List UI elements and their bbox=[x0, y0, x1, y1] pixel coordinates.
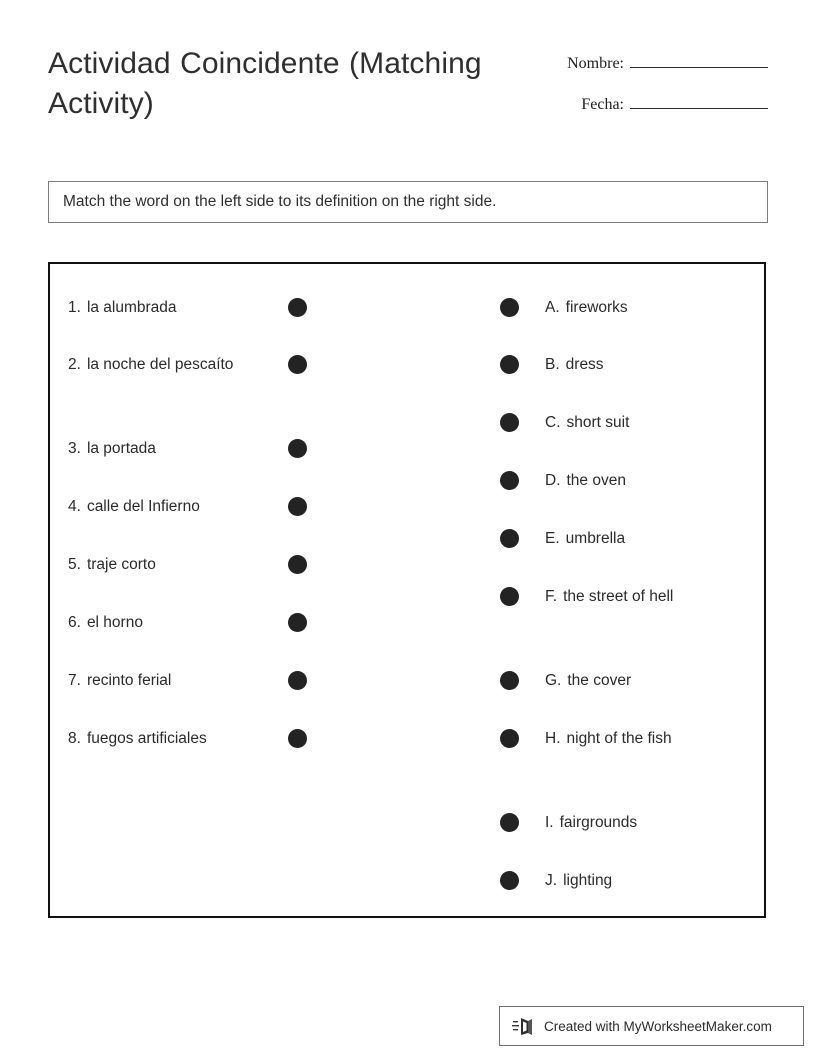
right-item-text bbox=[519, 867, 719, 895]
right-match-dot[interactable] bbox=[500, 813, 519, 832]
right-item-marker: C. bbox=[545, 414, 561, 431]
left-item-label: calle del Infierno bbox=[86, 498, 200, 515]
right-match-item bbox=[500, 867, 764, 895]
right-item-marker: J. bbox=[545, 872, 558, 889]
left-match-item bbox=[50, 551, 380, 579]
right-item-label: fireworks bbox=[565, 299, 628, 316]
header bbox=[48, 44, 768, 134]
right-item-marker: F. bbox=[545, 588, 558, 605]
footer-text: Created with MyWorksheetMaker.com bbox=[544, 1018, 772, 1034]
right-match-item bbox=[500, 525, 764, 553]
left-match-item bbox=[50, 493, 380, 521]
left-match-item bbox=[50, 667, 380, 695]
left-match-item bbox=[50, 351, 380, 379]
right-item-text bbox=[519, 467, 719, 495]
left-match-dot[interactable] bbox=[288, 298, 307, 317]
left-item-text bbox=[50, 294, 288, 322]
left-match-dot[interactable] bbox=[288, 497, 307, 516]
left-match-dot[interactable] bbox=[288, 729, 307, 748]
left-item-text bbox=[50, 667, 288, 695]
right-match-item bbox=[500, 809, 764, 837]
right-item-marker: B. bbox=[545, 356, 560, 373]
left-item-label: traje corto bbox=[86, 556, 156, 573]
right-match-item bbox=[500, 294, 764, 322]
instructions-box bbox=[48, 181, 768, 223]
left-match-item bbox=[50, 294, 380, 322]
left-match-item bbox=[50, 609, 380, 637]
right-item-label: night of the fish bbox=[566, 730, 672, 747]
right-match-dot[interactable] bbox=[500, 587, 519, 606]
left-item-label: recinto ferial bbox=[86, 672, 172, 689]
left-item-text bbox=[50, 351, 288, 379]
name-label: Nombre: bbox=[567, 55, 624, 72]
right-match-item bbox=[500, 409, 764, 437]
right-item-marker: A. bbox=[545, 299, 560, 316]
left-item-label: el horno bbox=[86, 614, 143, 631]
page-title: Actividad Coincidente (Matching Activity) bbox=[48, 47, 482, 120]
right-match-dot[interactable] bbox=[500, 413, 519, 432]
left-match-dot[interactable] bbox=[288, 355, 307, 374]
right-item-label: dress bbox=[565, 356, 604, 373]
right-item-label: short suit bbox=[566, 414, 630, 431]
right-item-label: the street of hell bbox=[563, 588, 674, 605]
left-item-text bbox=[50, 493, 288, 521]
left-item-marker: 1. bbox=[68, 299, 81, 316]
right-match-dot[interactable] bbox=[500, 671, 519, 690]
left-item-label: la alumbrada bbox=[86, 299, 177, 316]
right-item-text bbox=[519, 525, 719, 553]
right-match-item bbox=[500, 725, 764, 753]
right-match-item bbox=[500, 467, 764, 495]
right-item-label: the oven bbox=[566, 472, 626, 489]
date-write-line[interactable] bbox=[630, 93, 768, 109]
right-item-label: lighting bbox=[563, 872, 613, 889]
right-item-text bbox=[519, 667, 719, 695]
right-item-label: umbrella bbox=[565, 530, 626, 547]
left-item-marker: 6. bbox=[68, 614, 81, 631]
worksheet-maker-logo-icon bbox=[512, 1014, 536, 1038]
left-item-marker: 4. bbox=[68, 498, 81, 515]
right-item-label: fairgrounds bbox=[559, 814, 638, 831]
left-match-dot[interactable] bbox=[288, 555, 307, 574]
footer-badge[interactable] bbox=[499, 1006, 804, 1046]
right-item-marker: D. bbox=[545, 472, 561, 489]
left-item-label: fuegos artificiales bbox=[86, 730, 207, 747]
left-item-text bbox=[50, 609, 288, 637]
left-item-marker: 8. bbox=[68, 730, 81, 747]
right-match-dot[interactable] bbox=[500, 871, 519, 890]
left-item-label: la noche del pescaíto bbox=[86, 356, 234, 373]
name-date-block bbox=[548, 44, 768, 134]
left-match-item bbox=[50, 725, 380, 753]
left-item-marker: 2. bbox=[68, 356, 81, 373]
left-match-dot[interactable] bbox=[288, 671, 307, 690]
right-item-text bbox=[519, 725, 719, 753]
left-item-marker: 7. bbox=[68, 672, 81, 689]
left-item-text bbox=[50, 725, 288, 753]
right-match-dot[interactable] bbox=[500, 471, 519, 490]
right-item-label: the cover bbox=[567, 672, 632, 689]
right-item-text bbox=[519, 294, 719, 322]
date-label: Fecha: bbox=[581, 96, 624, 113]
left-match-dot[interactable] bbox=[288, 439, 307, 458]
right-match-item bbox=[500, 667, 764, 695]
right-item-text bbox=[519, 351, 719, 379]
right-item-text bbox=[519, 809, 719, 837]
instructions-text: Match the word on the left side to its definition on the right side. bbox=[63, 193, 497, 210]
right-item-text bbox=[519, 409, 719, 437]
right-match-dot[interactable] bbox=[500, 729, 519, 748]
left-item-marker: 3. bbox=[68, 440, 81, 457]
right-item-marker: I. bbox=[545, 814, 554, 831]
right-item-marker: G. bbox=[545, 672, 562, 689]
name-row bbox=[548, 52, 768, 73]
matching-columns bbox=[50, 264, 764, 916]
matching-box bbox=[48, 262, 766, 918]
right-item-marker: H. bbox=[545, 730, 561, 747]
left-item-marker: 5. bbox=[68, 556, 81, 573]
name-write-line[interactable] bbox=[630, 52, 768, 68]
right-item-marker: E. bbox=[545, 530, 560, 547]
left-match-dot[interactable] bbox=[288, 613, 307, 632]
left-match-item bbox=[50, 435, 380, 463]
right-match-item bbox=[500, 583, 764, 611]
date-row bbox=[548, 93, 768, 114]
left-item-label: la portada bbox=[86, 440, 156, 457]
right-match-dot[interactable] bbox=[500, 355, 519, 374]
right-match-dot[interactable] bbox=[500, 298, 519, 317]
right-match-dot[interactable] bbox=[500, 529, 519, 548]
right-item-text bbox=[519, 583, 719, 611]
left-item-text bbox=[50, 435, 288, 463]
left-item-text bbox=[50, 551, 288, 579]
right-match-item bbox=[500, 351, 764, 379]
